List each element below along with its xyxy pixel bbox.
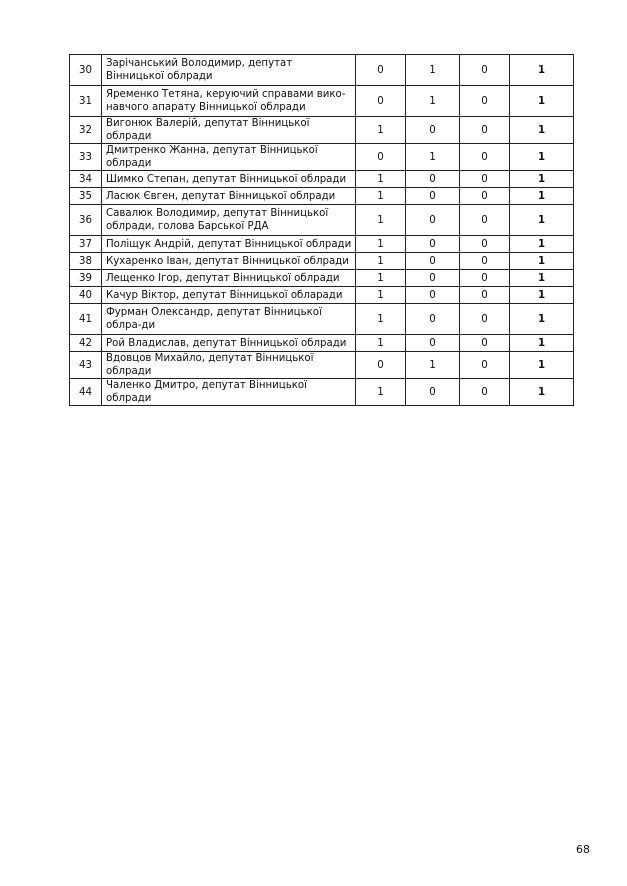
vote-column-3-cell: 0 [460,335,510,352]
row-number-cell: 37 [70,236,102,253]
vote-total-cell: 1 [510,188,574,205]
row-number-cell: 35 [70,188,102,205]
vote-column-2-cell: 0 [406,287,460,304]
member-name-cell: Чаленко Дмитро, депутат Вінницької облради [102,379,356,406]
vote-total-cell: 1 [510,55,574,86]
vote-column-3-cell: 0 [460,144,510,171]
table-row [70,304,574,335]
row-number-cell: 31 [70,86,102,117]
member-name-cell: Дмитренко Жанна, депутат Вінницької облради [102,144,356,171]
vote-column-2-cell: 1 [406,55,460,86]
row-number-cell: 43 [70,352,102,379]
vote-column-1-cell: 0 [356,86,406,117]
table-row [70,352,574,379]
vote-column-3-cell: 0 [460,236,510,253]
vote-total-cell: 1 [510,335,574,352]
member-name-cell: Вигонюк Валерій, депутат Вінницької облради [102,117,356,144]
member-name-cell: Вдовцов Михайло, депутат Вінницької облради [102,352,356,379]
vote-total-cell: 1 [510,287,574,304]
vote-column-2-cell: 0 [406,117,460,144]
vote-total-cell: 1 [510,253,574,270]
vote-column-2-cell: 0 [406,205,460,236]
table-row [70,236,574,253]
member-name-cell: Рой Владислав, депутат Вінницької облради [102,335,356,352]
table-row [70,335,574,352]
vote-column-2-cell: 0 [406,188,460,205]
vote-column-3-cell: 0 [460,188,510,205]
vote-column-3-cell: 0 [460,117,510,144]
row-number-cell: 34 [70,171,102,188]
vote-column-1-cell: 1 [356,287,406,304]
vote-column-3-cell: 0 [460,379,510,406]
vote-column-2-cell: 0 [406,270,460,287]
vote-results-table [69,54,574,406]
vote-total-cell: 1 [510,205,574,236]
vote-column-3-cell: 0 [460,304,510,335]
member-name-cell: Савалюк Володимир, депутат Вінницької облради, голова Барської РДА [102,205,356,236]
member-name-cell: Ласюк Євген, депутат Вінницької облради [102,188,356,205]
vote-column-3-cell: 0 [460,55,510,86]
vote-column-1-cell: 1 [356,205,406,236]
vote-total-cell: 1 [510,270,574,287]
vote-total-cell: 1 [510,86,574,117]
vote-column-3-cell: 0 [460,287,510,304]
vote-total-cell: 1 [510,144,574,171]
row-number-cell: 42 [70,335,102,352]
member-name-cell: Шимко Степан, депутат Вінницької облради [102,171,356,188]
vote-column-1-cell: 1 [356,379,406,406]
vote-column-3-cell: 0 [460,205,510,236]
member-name-cell: Кухаренко Іван, депутат Вінницької облради [102,253,356,270]
vote-column-3-cell: 0 [460,171,510,188]
vote-total-cell: 1 [510,352,574,379]
vote-column-2-cell: 0 [406,236,460,253]
vote-column-2-cell: 0 [406,379,460,406]
vote-column-1-cell: 1 [356,304,406,335]
vote-total-cell: 1 [510,171,574,188]
table-row [70,171,574,188]
row-number-cell: 36 [70,205,102,236]
vote-column-3-cell: 0 [460,352,510,379]
vote-column-3-cell: 0 [460,253,510,270]
member-name-cell: Фурман Олександр, депутат Вінницької облра-ди [102,304,356,335]
table-row [70,117,574,144]
row-number-cell: 32 [70,117,102,144]
vote-column-2-cell: 0 [406,335,460,352]
vote-column-2-cell: 0 [406,304,460,335]
vote-total-cell: 1 [510,236,574,253]
vote-total-cell: 1 [510,379,574,406]
member-name-cell: Качур Віктор, депутат Вінницької обларади [102,287,356,304]
member-name-cell: Зарічанський Володимир, депутат Вінницької облради [102,55,356,86]
table-row [70,287,574,304]
vote-column-1-cell: 1 [356,188,406,205]
vote-column-2-cell: 0 [406,171,460,188]
table-row [70,379,574,406]
vote-column-2-cell: 1 [406,352,460,379]
table-row [70,188,574,205]
vote-table-body [70,55,574,406]
vote-column-1-cell: 1 [356,171,406,188]
vote-column-1-cell: 1 [356,236,406,253]
vote-column-2-cell: 1 [406,144,460,171]
row-number-cell: 41 [70,304,102,335]
vote-column-1-cell: 1 [356,117,406,144]
member-name-cell: Поліщук Андрій, депутат Вінницької облради [102,236,356,253]
row-number-cell: 38 [70,253,102,270]
row-number-cell: 44 [70,379,102,406]
vote-column-1-cell: 0 [356,144,406,171]
vote-column-2-cell: 1 [406,86,460,117]
table-row [70,144,574,171]
row-number-cell: 39 [70,270,102,287]
table-row [70,205,574,236]
vote-column-2-cell: 0 [406,253,460,270]
member-name-cell: Лещенко Ігор, депутат Вінницької облради [102,270,356,287]
vote-column-1-cell: 0 [356,55,406,86]
vote-column-3-cell: 0 [460,86,510,117]
table-row [70,253,574,270]
page-number: 68 [576,843,590,856]
vote-column-1-cell: 1 [356,335,406,352]
vote-column-1-cell: 1 [356,253,406,270]
vote-column-1-cell: 0 [356,352,406,379]
row-number-cell: 33 [70,144,102,171]
table-row [70,270,574,287]
vote-total-cell: 1 [510,117,574,144]
row-number-cell: 30 [70,55,102,86]
vote-column-3-cell: 0 [460,270,510,287]
table-row [70,86,574,117]
row-number-cell: 40 [70,287,102,304]
vote-total-cell: 1 [510,304,574,335]
member-name-cell: Яременко Тетяна, керуючий справами вико-навчого апарату Вінницької облради [102,86,356,117]
table-row [70,55,574,86]
vote-column-1-cell: 1 [356,270,406,287]
